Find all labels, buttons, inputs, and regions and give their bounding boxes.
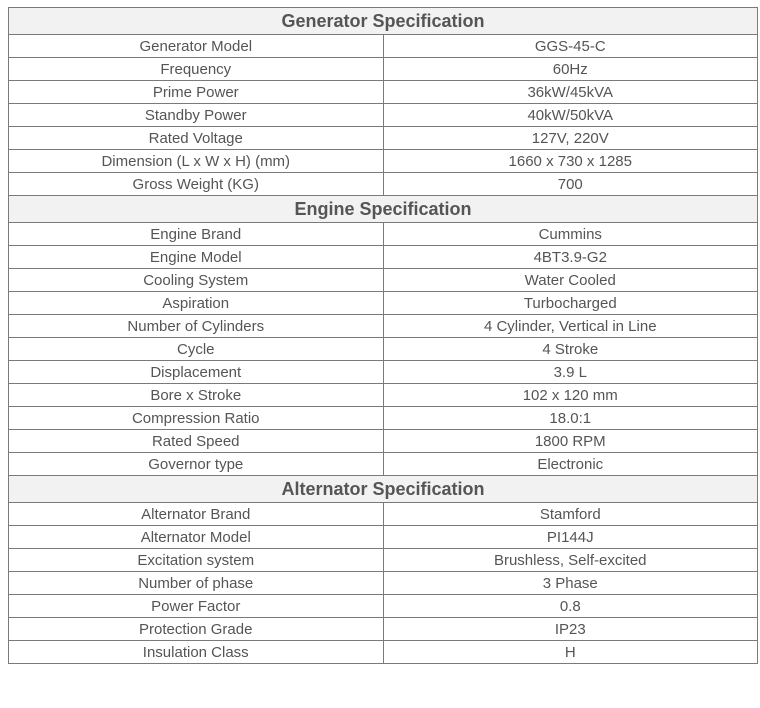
spec-label: Power Factor bbox=[9, 595, 384, 618]
spec-value: Stamford bbox=[383, 503, 758, 526]
table-row bbox=[9, 503, 758, 526]
spec-label: Governor type bbox=[9, 453, 384, 476]
table-row bbox=[9, 430, 758, 453]
spec-label: Rated Speed bbox=[9, 430, 384, 453]
table-row bbox=[9, 453, 758, 476]
table-row bbox=[9, 223, 758, 246]
spec-value: Water Cooled bbox=[383, 269, 758, 292]
table-row bbox=[9, 595, 758, 618]
section-title: Engine Specification bbox=[9, 196, 758, 223]
spec-label: Protection Grade bbox=[9, 618, 384, 641]
spec-value: 18.0:1 bbox=[383, 407, 758, 430]
table-row bbox=[9, 641, 758, 664]
section-title: Alternator Specification bbox=[9, 476, 758, 503]
spec-value: Turbocharged bbox=[383, 292, 758, 315]
table-row bbox=[9, 572, 758, 595]
spec-value: IP23 bbox=[383, 618, 758, 641]
spec-label: Cooling System bbox=[9, 269, 384, 292]
table-row bbox=[9, 269, 758, 292]
spec-label: Number of Cylinders bbox=[9, 315, 384, 338]
spec-value: Brushless, Self-excited bbox=[383, 549, 758, 572]
spec-label: Displacement bbox=[9, 361, 384, 384]
table-row bbox=[9, 104, 758, 127]
spec-value: 60Hz bbox=[383, 58, 758, 81]
spec-label: Number of phase bbox=[9, 572, 384, 595]
spec-value: Electronic bbox=[383, 453, 758, 476]
table-row bbox=[9, 549, 758, 572]
table-row bbox=[9, 58, 758, 81]
spec-label: Dimension (L x W x H) (mm) bbox=[9, 150, 384, 173]
spec-label: Aspiration bbox=[9, 292, 384, 315]
spec-value: 0.8 bbox=[383, 595, 758, 618]
spec-label: Excitation system bbox=[9, 549, 384, 572]
spec-label: Cycle bbox=[9, 338, 384, 361]
spec-value: 4 Stroke bbox=[383, 338, 758, 361]
spec-value: GGS-45-C bbox=[383, 35, 758, 58]
table-row bbox=[9, 407, 758, 430]
table-row bbox=[9, 35, 758, 58]
spec-value: 1800 RPM bbox=[383, 430, 758, 453]
spec-value: 127V, 220V bbox=[383, 127, 758, 150]
table-row bbox=[9, 315, 758, 338]
spec-value: Cummins bbox=[383, 223, 758, 246]
spec-label: Bore x Stroke bbox=[9, 384, 384, 407]
spec-value: 4BT3.9-G2 bbox=[383, 246, 758, 269]
table-row bbox=[9, 361, 758, 384]
spec-label: Insulation Class bbox=[9, 641, 384, 664]
section-title: Generator Specification bbox=[9, 8, 758, 35]
spec-label: Compression Ratio bbox=[9, 407, 384, 430]
section-header-generator bbox=[9, 8, 758, 35]
spec-value: 102 x 120 mm bbox=[383, 384, 758, 407]
table-row bbox=[9, 526, 758, 549]
spec-label: Prime Power bbox=[9, 81, 384, 104]
spec-label: Generator Model bbox=[9, 35, 384, 58]
table-row bbox=[9, 127, 758, 150]
table-row bbox=[9, 150, 758, 173]
section-header-engine bbox=[9, 196, 758, 223]
spec-label: Standby Power bbox=[9, 104, 384, 127]
spec-value: 1660 x 730 x 1285 bbox=[383, 150, 758, 173]
spec-label: Gross Weight (KG) bbox=[9, 173, 384, 196]
spec-value: 4 Cylinder, Vertical in Line bbox=[383, 315, 758, 338]
spec-label: Alternator Brand bbox=[9, 503, 384, 526]
section-header-alternator bbox=[9, 476, 758, 503]
table-row bbox=[9, 338, 758, 361]
spec-value: 3 Phase bbox=[383, 572, 758, 595]
spec-value: H bbox=[383, 641, 758, 664]
table-row bbox=[9, 246, 758, 269]
spec-value: 3.9 L bbox=[383, 361, 758, 384]
table-row bbox=[9, 384, 758, 407]
table-row bbox=[9, 81, 758, 104]
table-row bbox=[9, 173, 758, 196]
spec-label: Rated Voltage bbox=[9, 127, 384, 150]
spec-value: 700 bbox=[383, 173, 758, 196]
specification-table bbox=[8, 7, 758, 664]
spec-label: Engine Brand bbox=[9, 223, 384, 246]
table-row bbox=[9, 618, 758, 641]
spec-value: PI144J bbox=[383, 526, 758, 549]
spec-value: 36kW/45kVA bbox=[383, 81, 758, 104]
spec-label: Engine Model bbox=[9, 246, 384, 269]
spec-label: Alternator Model bbox=[9, 526, 384, 549]
table-row bbox=[9, 292, 758, 315]
spec-label: Frequency bbox=[9, 58, 384, 81]
spec-value: 40kW/50kVA bbox=[383, 104, 758, 127]
